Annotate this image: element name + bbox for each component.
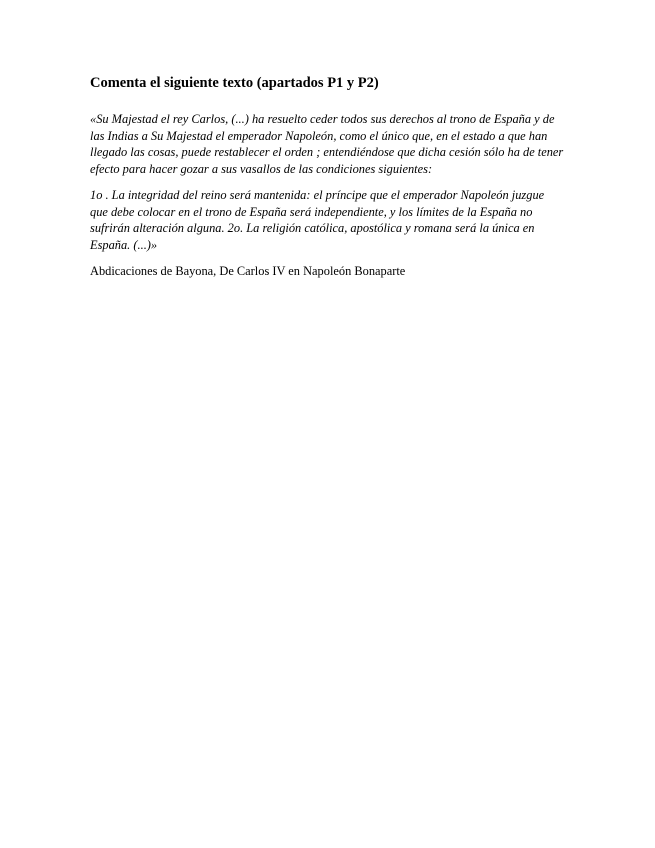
quote-paragraph-1: «Su Majestad el rey Carlos, (...) ha resuelto ceder todos sus derechos al trono de España y de las Indias a Su Majestad el emperador Napoleón, como el único que, en el estado a que han llegado las cosas, puede restablecer el orden ; entendiéndose que dicha cesión sólo ha de tener efecto para hacer gozar a sus vasallos de las condiciones siguientes: [90, 112, 564, 177]
quote-paragraph-2: 1o . La integridad del reino será mantenida: el príncipe que el emperador Napoleón juzgue que debe colocar en el trono de España será independiente, y los límites de la España no sufrirán alteración alguna. 2o. La religión católica, apostólica y romana será la única en España. (...)» [90, 187, 545, 252]
source-citation: Abdicaciones de Bayona, De Carlos IV en Napoleón Bonaparte [90, 263, 406, 278]
document-content [90, 74, 565, 279]
document-title: Comenta el siguiente texto (apartados P1 y P2) [90, 75, 379, 91]
